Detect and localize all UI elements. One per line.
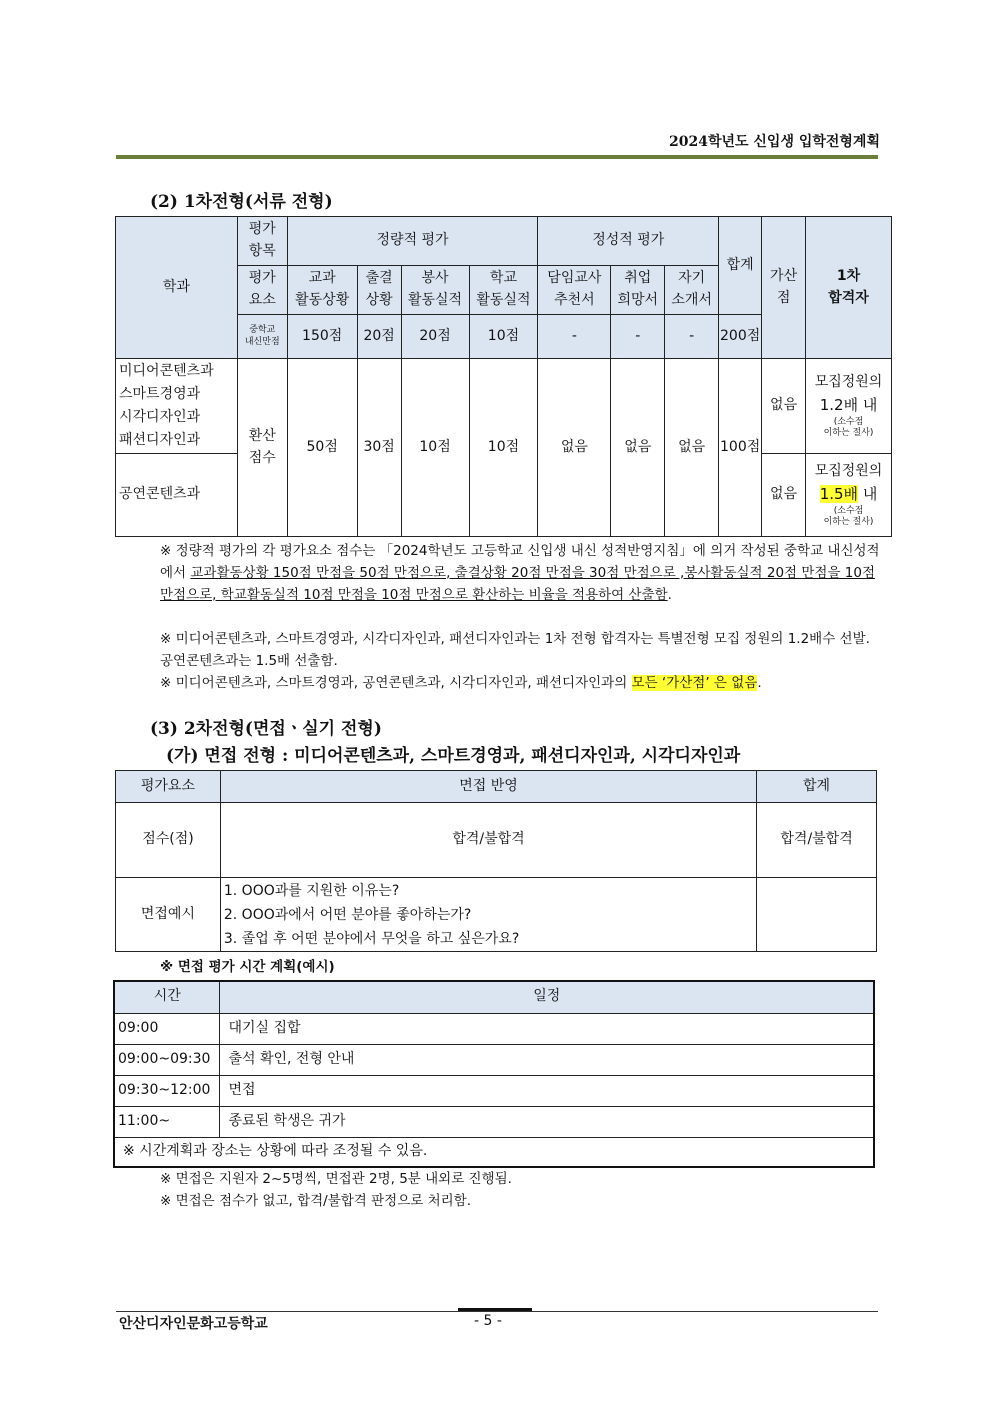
converted-cell: 30점	[357, 359, 401, 537]
quant-header: 정량적 평가	[287, 217, 538, 266]
converted-cell: 10점	[401, 359, 469, 537]
section3-title: (3) 2차전형(면접ㆍ실기 전형)	[150, 719, 382, 739]
interview-h3: 합계	[757, 771, 877, 803]
max-cell: -	[538, 315, 611, 359]
total-header: 합계	[719, 217, 762, 315]
pass-cell	[806, 454, 892, 537]
converted-label: 환산 점수	[237, 359, 287, 537]
bonus-cell: 없음	[762, 454, 806, 537]
interview-note: ※ 면접은 지원자 2~5명씩, 면접관 2명, 5분 내외로 진행됨.	[160, 1171, 512, 1187]
max-cell: -	[611, 315, 665, 359]
note-3-text: ※ 미디어콘텐츠과, 스마트경영과, 공연콘텐츠과, 시각디자인과, 패션디자인과의	[160, 675, 632, 691]
schedule-plan: 대기실 집합	[220, 1013, 874, 1044]
max-cell: 20점	[357, 315, 401, 359]
max-cell: -	[665, 315, 719, 359]
max-cell: 20점	[401, 315, 469, 359]
note-1-text: ※ 정량적 평가의 각 평가요소 점수는 「2024학년도 고등학교 신입생 내신 성적반영지침」에 의거 작성된 중학교 내신성적에서	[160, 543, 880, 581]
example-item: 3. 졸업 후 어떤 분야에서 무엇을 하고 싶은가요?	[223, 930, 520, 947]
interview-note: ※ 면접은 점수가 없고, 합격/불합격 판정으로 처리함.	[160, 1193, 472, 1209]
school-name: 안산디자인문화고등학교	[119, 1316, 268, 1332]
converted-cell: 50점	[287, 359, 357, 537]
example-list	[220, 878, 756, 952]
note-1-end: .	[667, 587, 672, 603]
note-1	[160, 540, 882, 606]
schedule-time: 09:30~12:00	[114, 1075, 220, 1106]
footer-mark	[458, 1308, 532, 1311]
qual-header: 정성적 평가	[538, 217, 719, 266]
schedule-h-time: 시간	[114, 981, 220, 1013]
schedule-time: 09:00	[114, 1013, 220, 1044]
note-1-underlined: 교과활동상황 150점 만점을 50점 만점으로, 출결상황 20점 만점을 30점 만점으로 ,봉사활동실적 20점 만점을 10점 만점으로, 학교활동실적 10점 만점을 10점 만점으로 환산하는 비율을 적용하여 산출함	[160, 565, 876, 603]
pass-header: 1차 합격자	[806, 217, 892, 359]
score-label: 점수(점)	[116, 803, 221, 878]
pass-ratio-rest: 내	[858, 484, 878, 503]
pass-note: (소수점 이하는 절사)	[823, 416, 874, 439]
group2-dept: 공연콘텐츠과	[116, 454, 238, 537]
section2-title: (2) 1차전형(서류 전형)	[150, 192, 333, 212]
example-total	[757, 878, 877, 952]
element-cell: 출결 상황	[357, 266, 401, 315]
converted-cell: 10점	[469, 359, 538, 537]
max-cell: 10점	[469, 315, 538, 359]
schedule-h-plan: 일정	[220, 981, 874, 1013]
note-3	[160, 672, 882, 694]
example-item: 1. OOO과를 지원한 이유는?	[223, 882, 400, 899]
schedule-table	[113, 980, 875, 1168]
note-2: ※ 미디어콘텐츠과, 스마트경영과, 시각디자인과, 패션디자인과는 1차 전형 합격자는 특별전형 모집 정원의 1.2배수 선발. 공연콘텐츠과는 1.5배 선출함.	[160, 631, 870, 669]
converted-cell: 100점	[719, 359, 762, 537]
pass-note: (소수점 이하는 절사)	[823, 505, 874, 528]
document-header-title: 2024학년도 신입생 입학전형계획	[668, 134, 880, 150]
element-cell: 자기 소개서	[665, 266, 719, 315]
schedule-plan: 면접	[220, 1075, 874, 1106]
page-number: - 5 -	[474, 1313, 502, 1329]
pass-text: 모집정원의	[814, 462, 883, 479]
note-3-highlight: 모든 ‘가산점’ 은 없음	[631, 675, 758, 691]
group1-depts: 미디어콘텐츠과 스마트경영과 시각디자인과 패션디자인과	[116, 359, 238, 454]
footer-rule	[116, 1311, 878, 1312]
element-cell: 취업 희망서	[611, 266, 665, 315]
example-label: 면접예시	[116, 878, 221, 952]
interview-h1: 평가요소	[116, 771, 221, 803]
schedule-plan: 종료된 학생은 귀가	[220, 1106, 874, 1137]
element-cell: 학교 활동실적	[469, 266, 538, 315]
pass-cell	[806, 359, 892, 454]
interview-table	[115, 770, 877, 952]
score-total: 합격/불합격	[757, 803, 877, 878]
max-cell: 150점	[287, 315, 357, 359]
max-cell: 200점	[719, 315, 762, 359]
pass-ratio	[806, 483, 891, 506]
example-item: 2. OOO과에서 어떤 분야를 좋아하는가?	[223, 906, 472, 923]
pass-ratio-highlight: 1.5배	[819, 484, 859, 503]
note-3-end: .	[757, 675, 762, 691]
converted-cell: 없음	[665, 359, 719, 537]
bonus-header: 가산 점	[762, 217, 806, 359]
interview-h2: 면접 반영	[220, 771, 756, 803]
max-label: 중학교 내신만점	[237, 315, 287, 359]
converted-cell: 없음	[538, 359, 611, 537]
schedule-footnote: ※ 시간계획과 장소는 상황에 따라 조정될 수 있음.	[114, 1137, 874, 1167]
schedule-time: 11:00~	[114, 1106, 220, 1137]
dept-header: 학과	[116, 217, 238, 359]
element-cell: 담임교사 추천서	[538, 266, 611, 315]
schedule-time: 09:00~09:30	[114, 1044, 220, 1075]
header-rule	[116, 155, 878, 159]
converted-cell: 없음	[611, 359, 665, 537]
element-cell: 교과 활동상황	[287, 266, 357, 315]
element-cell: 봉사 활동실적	[401, 266, 469, 315]
element-label: 평가 요소	[237, 266, 287, 315]
schedule-title: ※ 면접 평가 시간 계획(예시)	[160, 959, 335, 975]
pass-ratio: 1.2배 내	[819, 395, 878, 414]
first-stage-table	[115, 216, 892, 537]
schedule-plan: 출석 확인, 전형 안내	[220, 1044, 874, 1075]
item-label: 평가 항목	[237, 217, 287, 266]
pass-text: 모집정원의	[814, 373, 883, 390]
section3-subtitle: (가) 면접 전형 : 미디어콘텐츠과, 스마트경영과, 패션디자인과, 시각디자인과	[166, 746, 741, 766]
bonus-cell: 없음	[762, 359, 806, 454]
score-value: 합격/불합격	[220, 803, 756, 878]
